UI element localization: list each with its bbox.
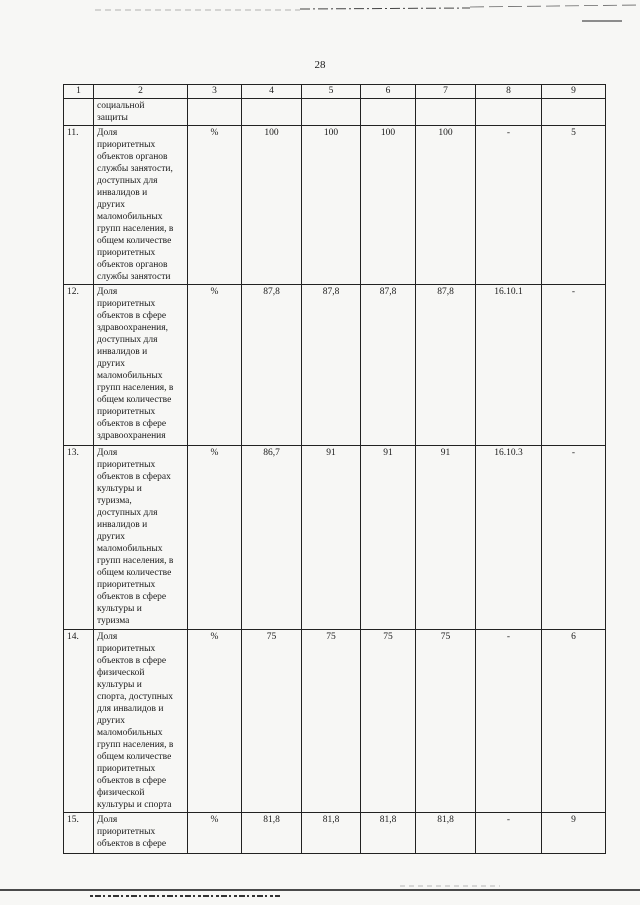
column-number: 1	[64, 85, 94, 99]
unit-cell: %	[188, 285, 242, 446]
unit-cell: %	[188, 813, 242, 854]
row-number	[64, 99, 94, 126]
extra-cell: -	[542, 285, 606, 446]
unit-cell: %	[188, 630, 242, 813]
indicator-table	[63, 84, 606, 854]
table-row	[64, 630, 606, 813]
column-number: 6	[361, 85, 416, 99]
value-cell: 91	[302, 446, 361, 630]
column-number: 2	[94, 85, 188, 99]
code-cell: 16.10.3	[476, 446, 542, 630]
code-cell: -	[476, 630, 542, 813]
unit-cell: %	[188, 126, 242, 285]
unit-cell: %	[188, 446, 242, 630]
value-cell: 100	[361, 126, 416, 285]
indicator-name: Доля приоритетных объектов в сфере	[94, 813, 188, 854]
value-cell: 91	[416, 446, 476, 630]
code-cell: -	[476, 126, 542, 285]
table-row	[64, 126, 606, 285]
page-number: 28	[314, 59, 326, 71]
value-cell	[302, 99, 361, 126]
value-cell: 100	[302, 126, 361, 285]
scan-edge-bottom	[0, 880, 640, 905]
value-cell: 75	[302, 630, 361, 813]
indicator-name: социальной защиты	[94, 99, 188, 126]
value-cell: 87,8	[416, 285, 476, 446]
table-row	[64, 285, 606, 446]
extra-cell: 9	[542, 813, 606, 854]
indicator-name: Доля приоритетных объектов в сфере физической культуры и спорта, доступных для инвалидов и других маломобильных групп населения, в общем количестве приоритетных объектов в сфере физической культуры и спорта	[94, 630, 188, 813]
row-number: 12.	[64, 285, 94, 446]
column-number-row	[64, 85, 606, 99]
column-number: 8	[476, 85, 542, 99]
code-cell: -	[476, 813, 542, 854]
value-cell: 81,8	[302, 813, 361, 854]
value-cell: 100	[416, 126, 476, 285]
code-cell	[476, 99, 542, 126]
value-cell: 86,7	[242, 446, 302, 630]
value-cell: 87,8	[361, 285, 416, 446]
table-row	[64, 446, 606, 630]
value-cell	[361, 99, 416, 126]
value-cell: 81,8	[416, 813, 476, 854]
value-cell: 100	[242, 126, 302, 285]
table-row	[64, 99, 606, 126]
value-cell: 87,8	[242, 285, 302, 446]
scan-edge-top	[0, 2, 640, 24]
value-cell: 81,8	[361, 813, 416, 854]
indicator-name: Доля приоритетных объектов органов службы занятости, доступных для инвалидов и других маломобильных групп населения, в общем количестве приоритетных объектов органов службы занятости	[94, 126, 188, 285]
extra-cell	[542, 99, 606, 126]
table-row	[64, 813, 606, 854]
row-number: 11.	[64, 126, 94, 285]
row-number: 15.	[64, 813, 94, 854]
value-cell: 81,8	[242, 813, 302, 854]
value-cell: 91	[361, 446, 416, 630]
value-cell	[242, 99, 302, 126]
value-cell: 75	[242, 630, 302, 813]
indicator-name: Доля приоритетных объектов в сферах культуры и туризма, доступных для инвалидов и других маломобильных групп населения, в общем количестве приоритетных объектов в сфере культуры и туризма	[94, 446, 188, 630]
extra-cell: 6	[542, 630, 606, 813]
value-cell: 87,8	[302, 285, 361, 446]
code-cell: 16.10.1	[476, 285, 542, 446]
column-number: 9	[542, 85, 606, 99]
extra-cell: 5	[542, 126, 606, 285]
value-cell	[416, 99, 476, 126]
row-number: 13.	[64, 446, 94, 630]
column-number: 4	[242, 85, 302, 99]
value-cell: 75	[416, 630, 476, 813]
column-number: 7	[416, 85, 476, 99]
extra-cell: -	[542, 446, 606, 630]
indicator-name: Доля приоритетных объектов в сфере здравоохранения, доступных для инвалидов и других маломобильных групп населения, в общем количестве приоритетных объектов в сфере здравоохранения	[94, 285, 188, 446]
column-number: 3	[188, 85, 242, 99]
row-number: 14.	[64, 630, 94, 813]
value-cell: 75	[361, 630, 416, 813]
unit-cell	[188, 99, 242, 126]
column-number: 5	[302, 85, 361, 99]
